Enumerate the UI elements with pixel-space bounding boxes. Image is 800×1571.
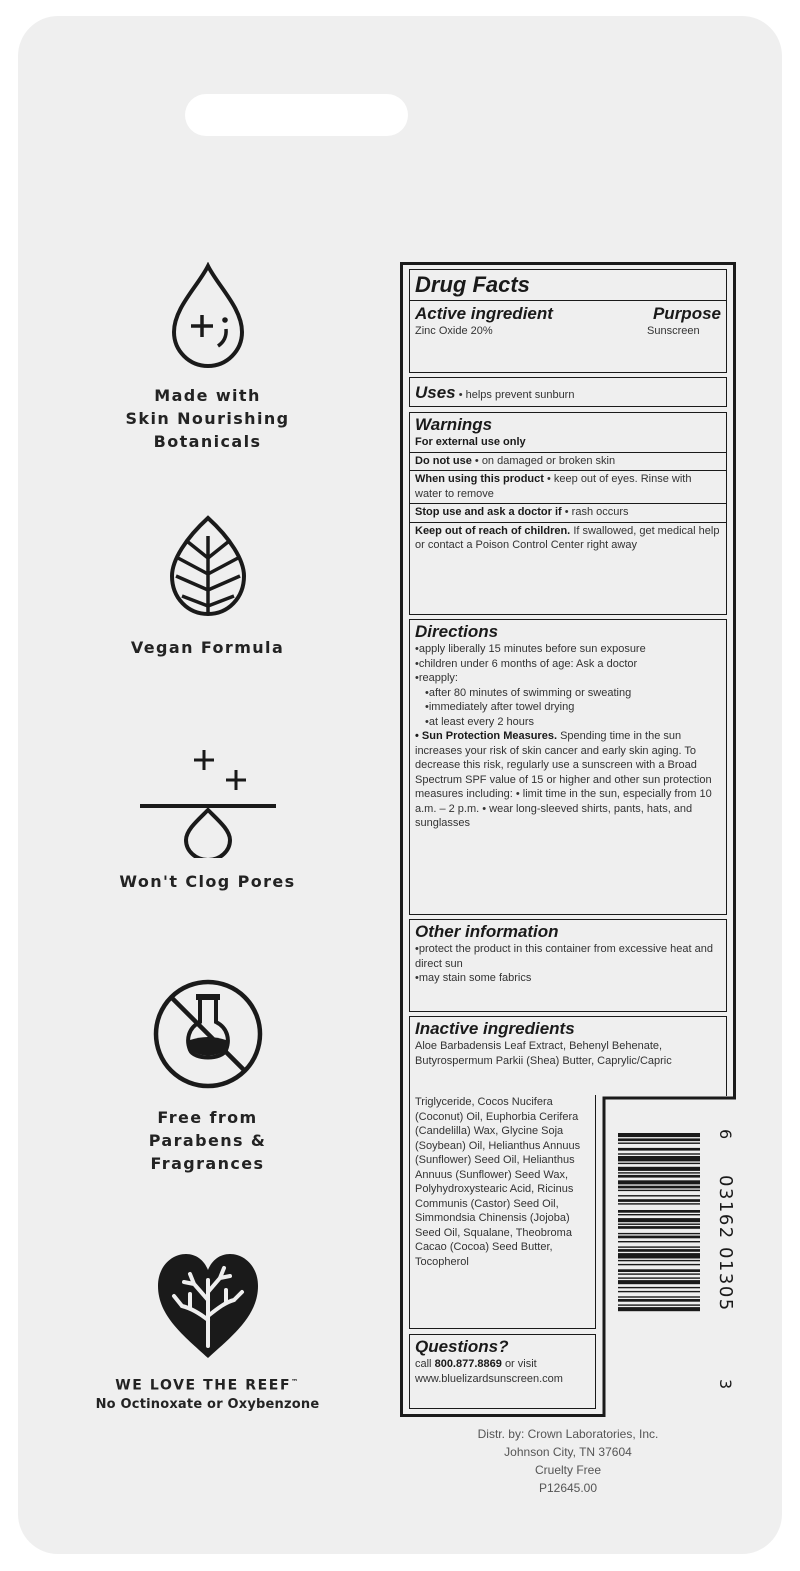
claim-paraben-free [70, 978, 345, 1175]
facts-inactive-section [409, 1016, 727, 1096]
warning-when-using-label: When using this product [415, 473, 544, 485]
barcode-bar [618, 1249, 700, 1252]
barcode-bar [618, 1253, 700, 1258]
reef-heart-icon [154, 1250, 262, 1362]
inactive-text-top: Aloe Barbadensis Leaf Extract, Behenyl Behenate, Butyrospermum Parkii (Shea) Butter, Caprylic/Capric [415, 1040, 672, 1067]
claim-vegan [70, 514, 345, 659]
claim-label: Vegan Formula [130, 638, 285, 657]
barcode-bar [618, 1307, 700, 1311]
facts-directions-section [409, 619, 727, 915]
barcode-bar [618, 1246, 700, 1247]
active-ingredient-value: Zinc Oxide 20% [415, 325, 493, 337]
barcode-bar [618, 1280, 700, 1284]
warning-children-label: Keep out of reach of children. [415, 524, 571, 537]
other-info-item: • may stain some fabrics [415, 971, 721, 986]
barcode-bar [618, 1156, 700, 1161]
claim-botanicals [70, 262, 345, 453]
barcode-bar [618, 1133, 700, 1137]
barcode-middle-digits: 03162 01305 [715, 1175, 736, 1312]
questions-phone: 800.877.8869 [434, 1358, 502, 1370]
claim-pores [70, 748, 345, 893]
pore-icon [138, 748, 278, 858]
warning-external-use: For external use only [415, 436, 526, 448]
directions-heading: Directions [415, 622, 499, 641]
upc-barcode [616, 1125, 738, 1393]
barcode-last-digit: 6 [716, 1129, 735, 1140]
barcode-bar [618, 1153, 700, 1154]
reef-claim-subtitle: No Octinoxate or Oxybenzone [95, 1396, 320, 1412]
barcode-bar [618, 1299, 700, 1302]
claim-label: Free from Parabens & Fragrances [148, 1108, 267, 1173]
barcode-bar [618, 1287, 700, 1288]
barcode-bar [618, 1273, 700, 1274]
sun-protection-text: Spending time in the sun increases your risk of skin cancer and early skin aging. To decrease this risk, regularly use a sunscreen with a Broad Spectrum SPF value of 15 or higher and other sun protection measures including: • limit time in the sun, especially from 10 a.m. – 2 p.m. • wear long-sleeved shirts, pants, hats, and sunglasses [415, 730, 712, 829]
barcode-first-digit: 3 [716, 1379, 735, 1390]
warning-when-using-text: • keep out of eyes. Rinse with water to remove [415, 473, 692, 500]
barcode-bar [618, 1296, 700, 1297]
active-ingredient-heading: Active ingredient [415, 304, 553, 323]
facts-active-section [409, 269, 727, 373]
reef-claim-title: WE LOVE THE REEF™ [115, 1377, 300, 1394]
other-info-item: • protect the product in this container from excessive heat and direct sun [415, 942, 721, 971]
facts-questions-section: Questions? call 800.877.8869 or visit www.bluelizardsunscreen.com [409, 1334, 596, 1409]
barcode-bar [618, 1210, 700, 1213]
warning-stop-use-label: Stop use and ask a doctor if [415, 506, 562, 518]
barcode-bar [618, 1190, 700, 1191]
warning-do-not-use-text: • on damaged or broken skin [474, 454, 616, 467]
uses-text: • helps prevent sunburn [458, 389, 575, 401]
facts-warnings-section [409, 412, 727, 615]
barcode-bar [618, 1264, 700, 1265]
warnings-heading: Warnings [415, 415, 493, 434]
inactive-text-bottom: Triglyceride, Cocos Nucifera (Coconut) Oil, Euphorbia Cerifera (Candelilla) Wax, Glycine Soja (Soybean) Oil, Helianthus Annuus (Sunflower) Seed Oil, Helianthus Annuus (Sunflower) Seed Wax, Polyhydroxystearic Acid, Ricinus Communis (Castor) Seed Oil, Simmondsia Chinensis (Jojoba) Seed Oil, Squalane, Theobroma Cacao (Cocoa) Seed Butter, Tocopherol [415, 1096, 581, 1268]
barcode-bar [618, 1218, 700, 1222]
questions-url: www.bluelizardsunscreen.com [415, 1372, 563, 1385]
drop-plus-icon [168, 262, 248, 370]
direction-subitem: • after 80 minutes of swimming or sweating [415, 686, 721, 701]
barcode-bar [618, 1291, 700, 1292]
claim-label: Made with Skin Nourishing Botanicals [125, 386, 290, 451]
claim-label: Won't Clog Pores [119, 872, 296, 891]
no-flask-icon [152, 978, 264, 1090]
barcode-bar [618, 1199, 700, 1202]
barcode-bar [618, 1304, 700, 1305]
facts-uses-section [409, 377, 727, 407]
direction-item: • children under 6 months of age: Ask a doctor [415, 657, 721, 672]
facts-other-info-section [409, 919, 727, 1012]
direction-item: • reapply: [415, 671, 721, 686]
purpose-value: Sunscreen [647, 325, 700, 337]
barcode-bar [618, 1175, 700, 1178]
barcode-bar [618, 1277, 700, 1278]
barcode-bar [618, 1269, 700, 1272]
barcode-bar [618, 1172, 700, 1173]
purpose-heading: Purpose [652, 304, 721, 323]
hang-tab-slot [185, 94, 408, 136]
drug-facts-title: Drug Facts [415, 272, 530, 297]
barcode-bar [618, 1195, 700, 1196]
leaf-icon [166, 514, 250, 618]
barcode-bar [618, 1186, 700, 1189]
inactive-heading: Inactive ingredients [415, 1019, 575, 1038]
other-info-heading: Other information [415, 922, 559, 941]
barcode-bar [618, 1236, 700, 1239]
distributor-info: Distr. by: Crown Laboratories, Inc. Johnson City, TN 37604 Cruelty Free P12645.00 [477, 1427, 659, 1495]
questions-heading: Questions? [415, 1337, 509, 1356]
sun-protection-label: • Sun Protection Measures. [415, 730, 557, 742]
barcode-bar [618, 1214, 700, 1215]
barcode-bar [618, 1148, 700, 1151]
barcode-bar [618, 1167, 700, 1171]
direction-subitem: • immediately after towel drying [415, 700, 721, 715]
claim-reef [70, 1250, 345, 1414]
barcode-bar [618, 1203, 700, 1204]
barcode-bar [618, 1143, 700, 1144]
warning-do-not-use-label: Do not use [415, 454, 472, 467]
direction-item: • apply liberally 15 minutes before sun exposure [415, 642, 721, 657]
barcode-bar [618, 1163, 700, 1164]
barcode-bar [618, 1226, 700, 1229]
warning-children-text: If swallowed, get medical help or contact a Poison Control Center right away [415, 524, 720, 551]
barcode-bar [618, 1224, 700, 1225]
barcode-bar [618, 1138, 700, 1141]
barcode-bar [618, 1260, 700, 1261]
facts-inactive-section-continued [409, 1095, 596, 1329]
barcode-bar [618, 1233, 700, 1234]
barcode-bar [618, 1180, 700, 1184]
uses-heading: Uses [415, 383, 456, 402]
barcode-bar [618, 1241, 700, 1242]
direction-subitem: • at least every 2 hours [415, 715, 721, 730]
warning-stop-use-text: • rash occurs [564, 506, 629, 518]
